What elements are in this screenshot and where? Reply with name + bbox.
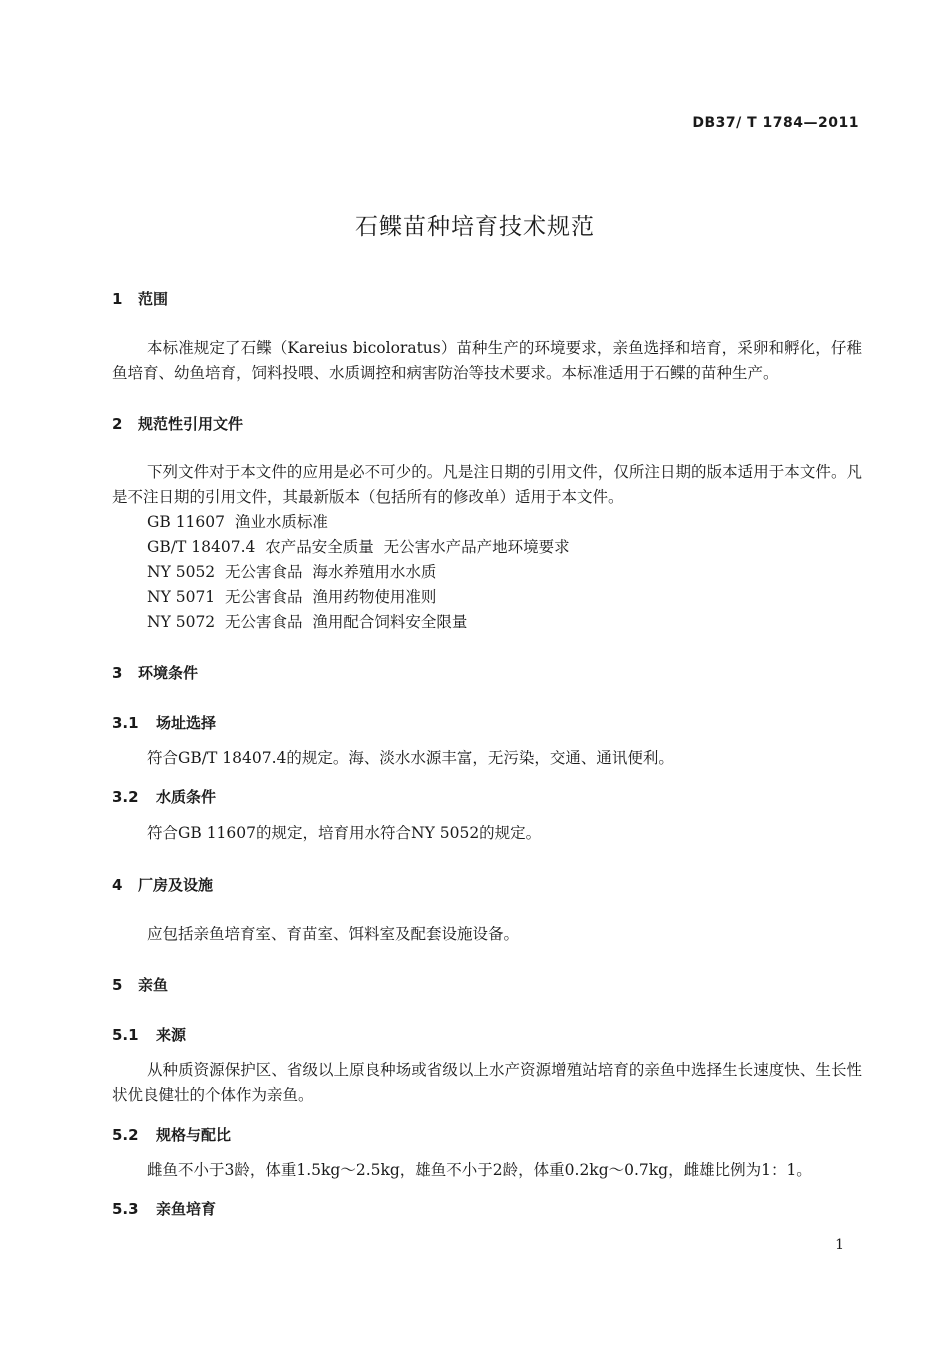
section-number: 1 xyxy=(112,290,123,308)
section-number: 2 xyxy=(112,415,123,433)
section-title: 厂房及设施 xyxy=(138,876,214,894)
section-3-1-paragraph: 符合GB/T 18407.4的规定。海、淡水水源丰富，无污染，交通、通讯便利。 xyxy=(147,749,674,767)
section-1-heading xyxy=(112,288,168,309)
reference-item: GB/T 18407.4 农产品安全质量 无公害水产品产地环境要求 xyxy=(147,538,570,556)
section-3-1-heading xyxy=(112,712,216,733)
section-number: 3.2 xyxy=(112,788,139,806)
section-number: 5.3 xyxy=(112,1200,139,1218)
section-number: 5.2 xyxy=(112,1126,139,1144)
reference-item: NY 5072 无公害食品 渔用配合饲料安全限量 xyxy=(147,613,468,631)
reference-item: NY 5052 无公害食品 海水养殖用水水质 xyxy=(147,563,437,581)
reference-item: NY 5071 无公害食品 渔用药物使用准则 xyxy=(147,588,437,606)
section-title: 水质条件 xyxy=(156,788,217,806)
section-2-paragraph: 下列文件对于本文件的应用是必不可少的。凡是注日期的引用文件，仅所注日期的版本适用于本文件。凡是不注日期的引用文件，其最新版本（包括所有的修改单）适用于本文件。 xyxy=(112,463,862,506)
section-title: 亲鱼 xyxy=(138,976,169,994)
section-4-paragraph: 应包括亲鱼培育室、育苗室、饵料室及配套设施设备。 xyxy=(147,925,520,943)
section-number: 4 xyxy=(112,876,123,894)
section-title: 规范性引用文件 xyxy=(138,415,244,433)
section-number: 3 xyxy=(112,664,123,682)
page-number: 1 xyxy=(835,1237,844,1253)
section-1-paragraph: 本标准规定了石鲽（Kareius bicoloratus）苗种生产的环境要求，亲鱼选择和培育，采卵和孵化，仔稚鱼培育、幼鱼培育，饲料投喂、水质调控和病害防治等技术要求。本标准适用于石鲽的苗种生产。 xyxy=(112,339,862,382)
section-title: 范围 xyxy=(138,290,169,308)
section-number: 5.1 xyxy=(112,1026,139,1044)
section-title: 环境条件 xyxy=(138,664,199,682)
section-5-2-heading xyxy=(112,1124,231,1145)
section-title: 规格与配比 xyxy=(156,1126,232,1144)
section-2-heading xyxy=(112,413,243,434)
section-5-1-heading xyxy=(112,1024,186,1045)
section-number: 3.1 xyxy=(112,714,139,732)
section-3-heading xyxy=(112,662,198,683)
reference-item: GB 11607 渔业水质标准 xyxy=(147,513,328,531)
section-title: 来源 xyxy=(156,1026,187,1044)
section-5-heading xyxy=(112,974,168,995)
section-5-3-heading xyxy=(112,1198,216,1219)
section-title: 场址选择 xyxy=(156,714,217,732)
section-5-1-paragraph: 从种质资源保护区、省级以上原良种场或省级以上水产资源增殖站培育的亲鱼中选择生长速度快、生长性状优良健壮的个体作为亲鱼。 xyxy=(112,1061,862,1104)
section-4-heading xyxy=(112,874,213,895)
section-number: 5 xyxy=(112,976,123,994)
section-3-2-heading xyxy=(112,786,216,807)
document-title: 石鲽苗种培育技术规范 xyxy=(355,214,595,240)
document-code: DB37/ T 1784—2011 xyxy=(692,115,859,131)
section-title: 亲鱼培育 xyxy=(156,1200,217,1218)
section-5-2-paragraph: 雌鱼不小于3龄，体重1.5kg～2.5kg，雄鱼不小于2龄，体重0.2kg～0.7kg，雌雄比例为1：1。 xyxy=(147,1161,812,1179)
section-3-2-paragraph: 符合GB 11607的规定，培育用水符合NY 5052的规定。 xyxy=(147,824,542,842)
